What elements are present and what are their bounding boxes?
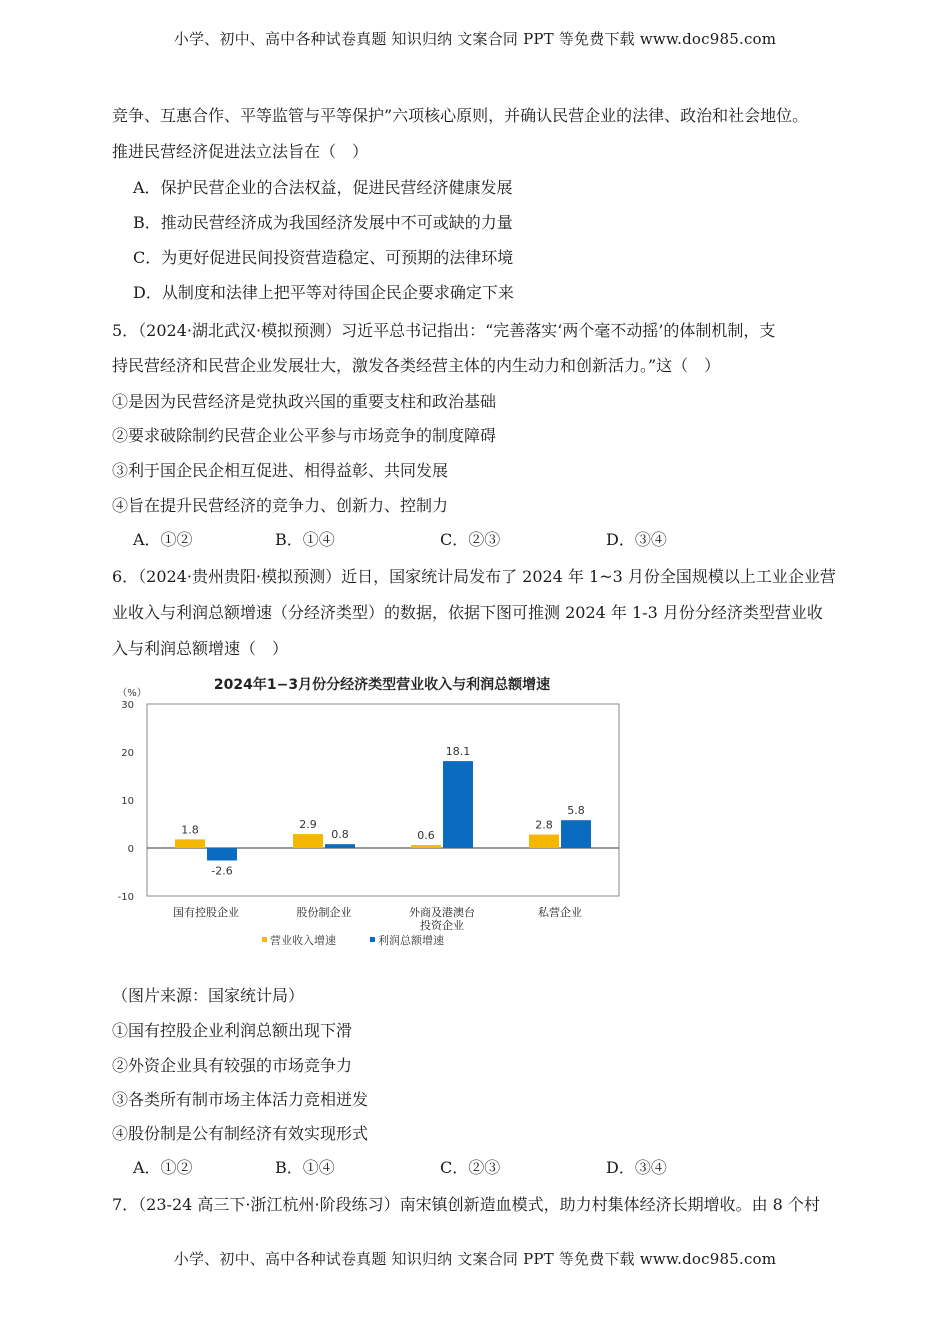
q6-choice-d: D．③④	[606, 1158, 667, 1177]
bar-profit	[207, 848, 237, 860]
legend	[262, 933, 444, 947]
q6-statement-1: ①国有控股企业利润总额出现下滑	[112, 1021, 353, 1040]
q6-line1: 6．（2024·贵州贵阳·模拟预测）近日，国家统计局发布了 2024 年 1~3 月份全国规模以上工业企业营	[112, 567, 836, 586]
q6-choice-c: C．②③	[440, 1158, 501, 1177]
q5-choice-c: C．②③	[440, 530, 501, 549]
q5-statement-2: ②要求破除制约民营企业公平参与市场竞争的制度障碍	[112, 426, 497, 445]
bar-revenue	[529, 835, 559, 848]
q6-choice-b: B．①④	[275, 1158, 335, 1177]
bar-value-label: 18.1	[445, 745, 471, 759]
legend-label-profit: 利润总额增速	[378, 934, 444, 947]
q5-statement-4: ④旨在提升民营经济的竞争力、创新力、控制力	[112, 496, 449, 515]
chart-title: 2024年1−3月份分经济类型营业收入与利润总额增速	[213, 677, 551, 693]
q6-choice-a: A．①②	[133, 1158, 193, 1177]
x-axis-labels	[173, 905, 582, 932]
bar-revenue	[411, 845, 441, 848]
y-tick-label: 30	[121, 700, 134, 711]
bar-value-label: 2.9	[299, 818, 317, 832]
y-tick-label: 20	[121, 748, 134, 759]
bar-profit	[561, 820, 591, 848]
q6-line3: 入与利润总额增速（ ）	[112, 639, 289, 658]
bar-profit	[443, 761, 473, 848]
bar-profit	[325, 844, 355, 848]
q6-line2: 业收入与利润总额增速（分经济类型）的数据，依据下图可推测 2024 年 1-3 月份分经济类型营业收	[112, 603, 823, 622]
q5-statement-1: ①是因为民营经济是党执政兴国的重要支柱和政治基础	[112, 392, 497, 411]
x-category-label: 股份制企业	[296, 906, 352, 919]
growth-chart-svg	[112, 672, 632, 960]
q6-statement-4: ④股份制是公有制经济有效实现形式	[112, 1124, 369, 1143]
q6-statement-3: ③各类所有制市场主体活力竞相迸发	[112, 1090, 369, 1109]
x-category-label: 投资企业	[420, 919, 464, 932]
legend-label-revenue: 营业收入增速	[270, 934, 336, 947]
legend-swatch-revenue	[262, 937, 267, 942]
y-tick-label: -10	[117, 892, 134, 903]
q4-option-d: D．从制度和法律上把平等对待国企民企要求确定下来	[133, 283, 514, 302]
q5-choice-d: D．③④	[606, 530, 667, 549]
chart-y-unit: （%）	[117, 688, 147, 699]
bar-value-label: 2.8	[535, 818, 553, 832]
q5-choice-b: B．①④	[275, 530, 335, 549]
growth-chart	[112, 672, 632, 960]
q4-line1: 竞争、互惠合作、平等监管与平等保护”六项核心原则，并确认民营企业的法律、政治和社会地位。	[112, 106, 809, 125]
q4-option-b: B．推动民营经济成为我国经济发展中不可或缺的力量	[133, 213, 513, 232]
q4-stem: 推进民营经济促进法立法旨在（ ）	[112, 142, 369, 161]
q5-choice-a: A．①②	[133, 530, 193, 549]
y-tick-label: 10	[121, 796, 134, 807]
q4-option-a: A．保护民营企业的合法权益，促进民营经济健康发展	[133, 178, 513, 197]
x-category-label: 私营企业	[538, 906, 582, 919]
q5-line2: 持民营经济和民营企业发展壮大，激发各类经营主体的内生动力和创新活力。”这（ ）	[112, 356, 721, 375]
bar-revenue	[293, 834, 323, 848]
q6-source: （图片来源：国家统计局）	[112, 986, 305, 1005]
q5-statement-3: ③利于国企民企相互促进、相得益彰、共同发展	[112, 461, 449, 480]
q5-line1: 5．（2024·湖北武汉·模拟预测）习近平总书记指出：“完善落实‘两个毫不动摇’的体制机制，支	[112, 321, 776, 340]
bar-revenue	[175, 839, 205, 848]
bar-value-label: 0.8	[331, 828, 349, 842]
bar-value-label: 0.6	[417, 829, 435, 843]
y-axis-ticks	[118, 700, 134, 903]
q6-statement-2: ②外资企业具有较强的市场竞争力	[112, 1056, 353, 1075]
x-category-label: 国有控股企业	[173, 906, 239, 919]
q7-line1: 7．（23-24 高三下·浙江杭州·阶段练习）南宋镇创新造血模式，助力村集体经济长期增收。由 8 个村	[112, 1195, 820, 1214]
x-category-label: 外商及港澳台	[409, 906, 475, 919]
y-tick-label: 0	[127, 844, 134, 855]
bar-value-label: -2.6	[211, 864, 233, 878]
bar-value-label: 5.8	[567, 804, 585, 818]
q4-option-c: C．为更好促进民间投资营造稳定、可预期的法律环境	[133, 248, 514, 267]
legend-swatch-profit	[370, 937, 375, 942]
bar-value-label: 1.8	[181, 823, 199, 837]
page-footer: 小学、初中、高中各种试卷真题 知识归纳 文案合同 PPT 等免费下载 www.doc985.com	[173, 1250, 777, 1268]
page-header: 小学、初中、高中各种试卷真题 知识归纳 文案合同 PPT 等免费下载 www.doc985.com	[173, 30, 777, 48]
